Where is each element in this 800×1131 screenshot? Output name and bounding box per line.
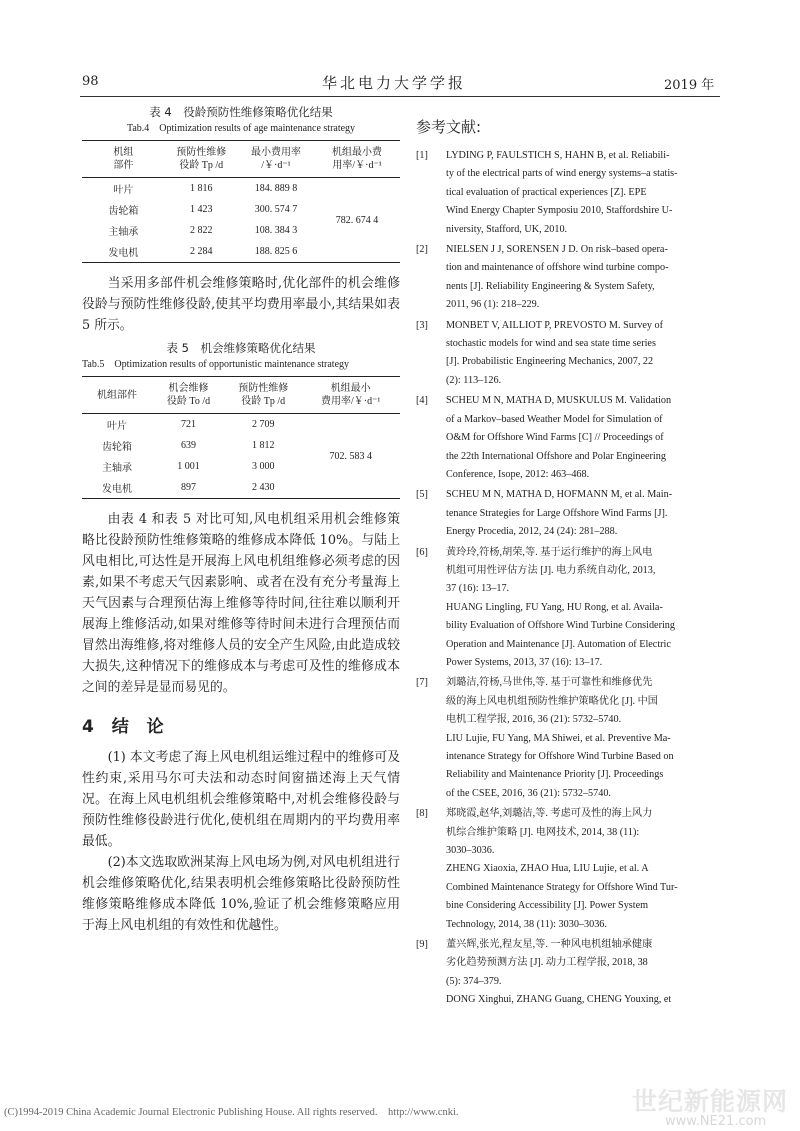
table4-header-text: 预防性维修 役龄 Tp /d xyxy=(176,147,227,171)
copyright-footer: (C)1994-2019 China Academic Journal Electronic Publishing House. All rights reserved. http://www.cnki. xyxy=(4,1107,459,1118)
table4-caption-en: Tab.4 Optimization results of age maintenance strategy xyxy=(126,123,356,134)
table4-header-text: 机组最小费 用率/￥·d⁻¹ xyxy=(332,147,383,171)
table-cell: 3 000 xyxy=(251,461,275,472)
table-cell: 897 xyxy=(181,482,197,493)
table-cell: 2 709 xyxy=(251,419,275,430)
reference-item xyxy=(416,674,722,803)
reference-line: 刘璐洁,符杨,马世伟,等. 基于可靠性和维修优先 xyxy=(446,677,653,689)
reference-line: tion and maintenance of offshore wind turbine compo- xyxy=(446,262,669,274)
reference-line: Reliability and Maintenance Priority [J]. Proceedings xyxy=(446,769,664,781)
reference-number: [9] xyxy=(416,939,428,951)
reference-number: [8] xyxy=(416,808,428,820)
reference-line: 机综合维护策略 [J]. 电网技术, 2014, 38 (11): xyxy=(446,826,640,838)
table5-header xyxy=(301,377,400,414)
reference-line: 黄玲玲,符杨,胡荣,等. 基于运行维护的海上风电 xyxy=(446,546,653,558)
reference-number: [7] xyxy=(416,677,428,689)
reference-line: (2): 113–126. xyxy=(446,374,502,386)
reference-line: 级的海上风电机组预防性维护策略优化 [J]. 中国 xyxy=(446,695,658,707)
reference-line: tenance Strategies for Large Offshore Wind Farms [J]. xyxy=(446,507,668,519)
table-cell: 齿轮箱 xyxy=(108,206,139,217)
reference-line: 3030–3036. xyxy=(446,845,495,857)
table-cell: 主轴承 xyxy=(101,463,132,474)
reference-line: NIELSEN J J, SORENSEN J D. On risk–based opera- xyxy=(446,244,668,256)
table-cell: 发电机 xyxy=(101,484,132,495)
journal-title: 华北电力大学学报 xyxy=(322,74,467,92)
paragraph-table5-intro: 当采用多部件机会维修策略时,优化部件的机会维修役龄与预防性维修役龄,使其平均费用率最小,其结果如表 5 所示。 xyxy=(82,276,400,333)
table-cell: 叶片 xyxy=(106,421,127,432)
reference-line: MONBET V, AILLIOT P, PREVOSTO M. Survey of xyxy=(446,319,663,331)
table5-caption-en: Tab.5 Optimization results of opportunistic maintenance strategy xyxy=(82,359,350,370)
reference-line: stochastic models for wind and sea state time series xyxy=(446,338,656,350)
table4-block xyxy=(82,104,400,263)
reference-line: HUANG Lingling, FU Yang, HU Rong, et al. Availa- xyxy=(446,601,663,613)
references-title: 参考文献: xyxy=(416,118,482,136)
reference-item xyxy=(416,317,722,391)
table-cell: 721 xyxy=(181,419,197,430)
header-rule xyxy=(80,96,720,97)
reference-line: DONG Xinghui, ZHANG Guang, CHENG Youxing, et xyxy=(446,994,672,1006)
table4-header xyxy=(82,141,165,178)
reference-line: Energy Procedia, 2012, 24 (24): 281–288. xyxy=(446,526,618,538)
reference-line: SCHEU M N, MATHA D, MUSKULUS M. Validation xyxy=(446,395,672,407)
table-row xyxy=(82,414,400,436)
reference-line: Conference, Isope, 2012: 463–468. xyxy=(446,468,590,480)
table-cell: 1 812 xyxy=(251,440,275,451)
reference-item xyxy=(416,486,722,541)
table5-header xyxy=(225,377,301,414)
reference-line: 劣化趋势预测方法 [J]. 动力工程学报, 2018, 38 xyxy=(446,957,648,969)
reference-line: niversity, Stafford, UK, 2010. xyxy=(446,223,568,235)
references-column xyxy=(416,116,722,1012)
table4-header xyxy=(314,141,400,178)
paragraph-conclusion-2: (2)本文选取欧洲某海上风电场为例,对风电机组进行机会维修策略优化,结果表明机会维修策略比役龄预防性维修策略维修成本降低 10%,验证了机会维修策略应用于海上风电机组的有效性和优越性。 xyxy=(82,855,400,933)
reference-line: tical evaluation of practical experiences [Z]. EPE xyxy=(446,186,647,198)
reference-list xyxy=(416,147,722,1010)
reference-line: bility Evaluation of Offshore Wind Turbine Considering xyxy=(446,620,675,632)
reference-item xyxy=(416,936,722,1010)
reference-line: 机组可用性评估方法 [J]. 电力系统自动化, 2013, xyxy=(446,564,656,576)
section-title-conclusion: 4 结 论 xyxy=(82,717,170,737)
reference-line: 2011, 96 (1): 218–229. xyxy=(446,299,540,311)
reference-line: of the CSEE, 2016, 36 (21): 5732–5740. xyxy=(446,787,611,799)
reference-line: (5): 374–379. xyxy=(446,975,502,987)
table-cell: 齿轮箱 xyxy=(101,442,132,453)
reference-line: 郑晓霞,赵华,刘璐洁,等. 考虑可及性的海上风力 xyxy=(446,808,653,820)
reference-line: Operation and Maintenance [J]. Automation of Electric xyxy=(446,638,671,650)
reference-number: [2] xyxy=(416,244,428,256)
table-cell: 1 423 xyxy=(189,204,213,215)
reference-line: intenance Strategy for Offshore Wind Turbine Based on xyxy=(446,751,674,762)
paragraph-comparison: 由表 4 和表 5 对比可知,风电机组采用机会维修策略比役龄预防性维修策略的维修成本降低 10%。与陆上风电相比,可达性是开展海上风电机组维修必须考虑的因素,如果不考虑天气因素影响、或者在没有充分考量海上天气因素与合理预估海上维修等待时间,往往难以顺利开展海上维修活动,如果对维修等待时间未进行合理预估而冒然出海维修,将对维修人员的安全产生风险,由此造成较大损失,这种情况下的维修成本与考虑可及性的维修成本之间的差异是显而易见的。 xyxy=(82,512,400,695)
table-cell: 2 284 xyxy=(189,246,213,257)
table5-header-text: 机组最小 费用率/￥·d⁻¹ xyxy=(321,383,381,407)
table5 xyxy=(82,376,400,499)
table5-header xyxy=(82,377,152,414)
table5-header-row xyxy=(82,377,400,414)
reference-item xyxy=(416,241,722,315)
reference-number: [4] xyxy=(416,395,428,407)
journal-year: 2019 年 xyxy=(664,78,715,93)
reference-line: ZHENG Xiaoxia, ZHAO Hua, LIU Lujie, et al. A xyxy=(446,863,649,875)
reference-line: LYDING P, FAULSTICH S, HAHN B, et al. Reliabili- xyxy=(446,150,670,161)
reference-line: of a Markov–based Weather Model for Simulation of xyxy=(446,413,663,425)
reference-item xyxy=(416,392,722,484)
reference-line: bine Considering Accessibility [J]. Power System xyxy=(446,900,649,912)
table-cell: 184. 889 8 xyxy=(254,183,298,194)
table5-merged-cell: 702. 583 4 xyxy=(329,450,372,462)
watermark-url: www.NE21.com xyxy=(665,1114,767,1129)
table-cell: 108. 384 3 xyxy=(254,225,298,236)
table4-header-row xyxy=(82,141,400,178)
table-cell: 639 xyxy=(181,440,197,451)
table5-header-text: 机组部件 xyxy=(96,389,137,401)
table-cell: 300. 574 7 xyxy=(254,204,298,215)
reference-line: 37 (16): 13–17. xyxy=(446,583,510,595)
reference-line: ty of the electrical parts of wind energy systems–a statis- xyxy=(446,168,678,180)
reference-line: 董兴辉,张光,程友星,等. 一种风电机组轴承健康 xyxy=(446,939,653,951)
reference-line: Combined Maintenance Strategy for Offshore Wind Tur- xyxy=(446,881,678,893)
reference-line: Wind Energy Chapter Symposiu 2010, Staffordshire U- xyxy=(446,205,673,217)
table5-header-text: 机会维修 役龄 To /d xyxy=(166,383,211,407)
reference-line: O&M for Offshore Wind Farms [C] // Proceedings of xyxy=(446,432,664,444)
left-column xyxy=(82,104,400,936)
reference-item xyxy=(416,147,722,239)
table4-header xyxy=(165,141,238,178)
reference-line: the 22th International Offshore and Polar Engineering xyxy=(446,450,666,462)
table-cell: 发电机 xyxy=(108,248,139,259)
table-cell: 主轴承 xyxy=(108,227,139,238)
table5-caption-cn: 表 5 机会维修策略优化结果 xyxy=(166,341,316,355)
table4-header-text: 最小费用率 /￥·d⁻¹ xyxy=(250,147,301,171)
reference-number: [5] xyxy=(416,489,428,501)
table-cell: 2 822 xyxy=(189,225,213,236)
reference-line: 电机工程学报, 2016, 36 (21): 5732–5740. xyxy=(446,714,622,726)
table4-header xyxy=(238,141,314,178)
table-cell: 2 430 xyxy=(251,482,275,493)
reference-line: LIU Lujie, FU Yang, MA Shiwei, et al. Preventive Ma- xyxy=(446,732,671,744)
table-cell: 188. 825 6 xyxy=(254,246,298,257)
reference-line: Technology, 2014, 38 (11): 3030–3036. xyxy=(446,918,607,930)
reference-number: [1] xyxy=(416,150,428,161)
reference-number: [3] xyxy=(416,319,428,331)
reference-line: SCHEU M N, MATHA D, HOFMANN M, et al. Main- xyxy=(446,489,673,501)
reference-line: Power Systems, 2013, 37 (16): 13–17. xyxy=(446,656,603,668)
reference-number: [6] xyxy=(416,546,428,558)
table5-header-text: 预防性维修 役龄 Tp /d xyxy=(238,383,289,407)
reference-item xyxy=(416,544,722,673)
table4-header-text: 机组 部件 xyxy=(113,147,134,171)
paragraph-conclusion-1: (1) 本文考虑了海上风电机组运维过程中的维修可及性约束,采用马尔可夫法和动态时间窗描述海上天气情况。在海上风电机组机会维修策略中,对机会维修役龄与预防性维修役龄进行优化,使机组在周期内的平均费用率最低。 xyxy=(82,750,400,849)
table4-merged-cell: 782. 674 4 xyxy=(335,214,379,226)
reference-item xyxy=(416,805,722,934)
reference-line: [J]. Probabilistic Engineering Mechanics, 2007, 22 xyxy=(446,356,654,368)
page-number: 98 xyxy=(82,74,99,89)
reference-line: nents [J]. Reliability Engineering & System Safety, xyxy=(446,280,655,292)
table5-header xyxy=(152,377,225,414)
table-cell: 1 001 xyxy=(177,461,200,472)
table5-block xyxy=(82,340,400,499)
table-cell: 叶片 xyxy=(113,185,134,196)
table4 xyxy=(82,140,400,263)
table-row xyxy=(82,178,400,200)
table4-caption-cn: 表 4 役龄预防性维修策略优化结果 xyxy=(149,105,333,119)
watermark-text: 世纪新能源网 xyxy=(632,1087,789,1116)
table-cell: 1 816 xyxy=(189,183,213,194)
